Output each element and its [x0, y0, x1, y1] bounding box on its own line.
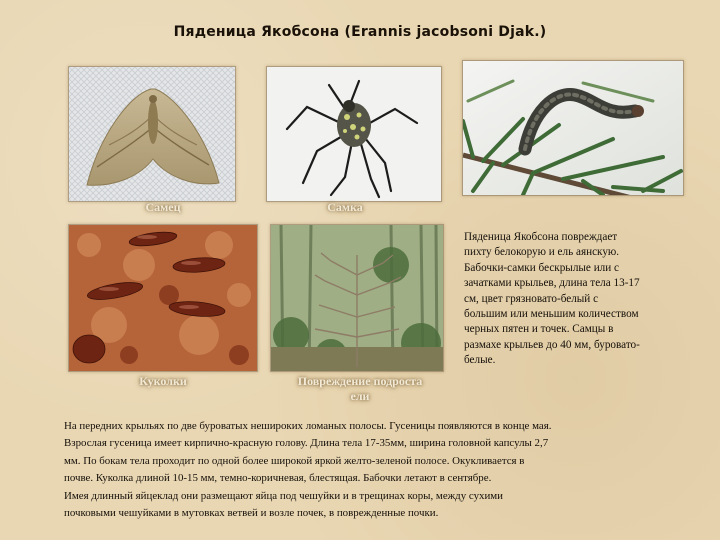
side-line: Бабочки-самки бескрылые или с: [464, 261, 620, 274]
caption-male: Самец: [145, 200, 181, 214]
side-line: зачатками крыльев, длина тела 13-17: [464, 277, 640, 290]
damaged-sapling-photo: [270, 224, 444, 372]
side-line: пихту белокорую и ель аянскую.: [464, 246, 620, 259]
pupae-photo: [68, 224, 258, 372]
side-line: размахе крыльев до 40 мм, буровато-: [464, 338, 640, 351]
caption-female: Самка: [327, 200, 363, 214]
male-moth-photo: [68, 66, 236, 202]
female-moth-photo: [266, 66, 442, 202]
caterpillar-photo: [462, 60, 684, 196]
bottom-description: [64, 418, 551, 522]
side-line: белые.: [464, 354, 496, 367]
bottom-line: Имея длинный яйцеклад они размещают яйца под чешуйки и в трещинах коры, между сухими: [64, 489, 504, 502]
caption-damage-line2: ели: [350, 389, 370, 403]
bottom-line: почковыми чешуйками в мутовках ветвей и возле почек, в поврежденные почки.: [64, 507, 439, 520]
bottom-line: мм. По бокам тела проходит по одной более широкой яркой желто-зеленой полосе. Окукливается в: [64, 454, 525, 467]
side-line: черных пятен и точек. Самцы в: [464, 323, 614, 336]
side-line: Пяденица Якобсона повреждает: [464, 231, 618, 243]
side-line: большим или меньшим количеством: [464, 308, 639, 321]
caption-pupae: Куколки: [139, 374, 187, 388]
bottom-line: На передних крыльях по две буроватых нешироких ломаных полосы. Гусеницы появляются в конце мая.: [64, 420, 552, 432]
side-description: [464, 230, 640, 369]
bottom-line: Взрослая гусеница имеет кирпично-красную голову. Длина тела 17-35мм, ширина головной капсулы 2,7: [64, 437, 549, 450]
caption-damage: [270, 374, 450, 404]
side-line: см, цвет грязновато-белый с: [464, 292, 599, 305]
bottom-line: почве. Куколка длиной 10-15 мм, темно-коричневая, блестящая. Бабочки летают в сентябре.: [64, 472, 492, 485]
page-title: Пяденица Якобсона (Erannis jacobsoni Djak.): [173, 24, 547, 40]
caption-damage-line1: Повреждение подроста: [297, 374, 423, 388]
